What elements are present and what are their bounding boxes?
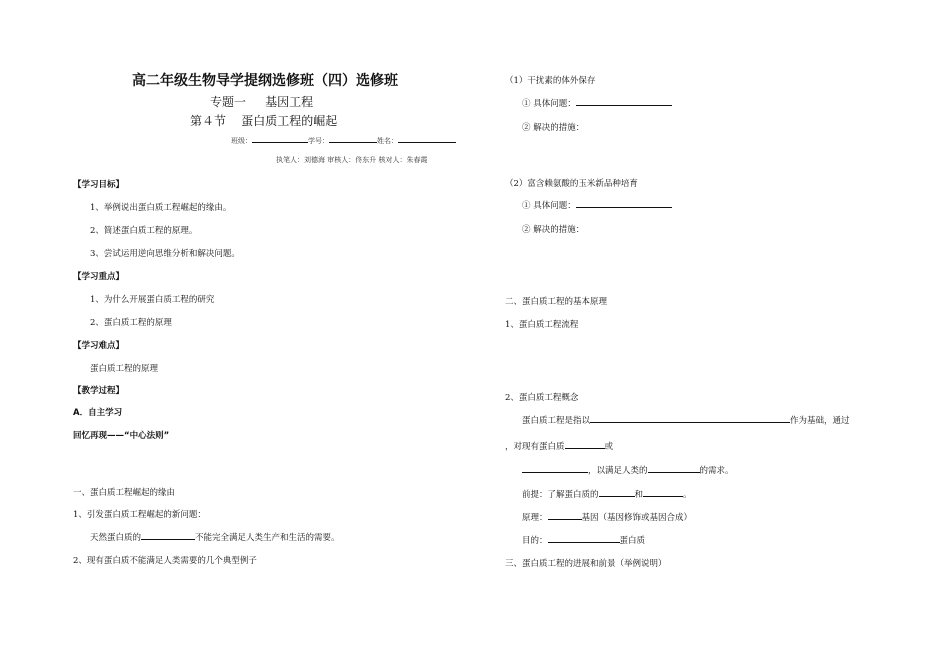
principle-line bbox=[522, 511, 692, 523]
key-item-1: 1、为什么开展蛋白质工程的研究 bbox=[90, 295, 215, 305]
concept-blank-3[interactable] bbox=[522, 464, 588, 473]
goal-item-2: 2、简述蛋白质工程的原理。 bbox=[90, 226, 198, 236]
purpose-text-b: 蛋白质 bbox=[619, 536, 646, 546]
topic-title: 专题一 基因工程 bbox=[210, 95, 314, 109]
example1-heading: （1）干扰素的体外保存 bbox=[505, 76, 596, 86]
principle-text-a: 原理： bbox=[522, 513, 548, 523]
concept-line-3 bbox=[522, 464, 734, 476]
principle-blank[interactable] bbox=[548, 511, 582, 520]
example2-problem-blank[interactable] bbox=[576, 199, 672, 208]
principle-text-b: 基因（基因修饰或基因合成） bbox=[581, 513, 693, 523]
class-field[interactable] bbox=[252, 134, 308, 143]
concept-text-e: ，以满足人类的 bbox=[588, 466, 648, 476]
self-study-heading: A．自主学习 bbox=[73, 408, 123, 418]
key-heading: 【学习重点】 bbox=[73, 272, 125, 282]
example1-problem-blank[interactable] bbox=[576, 97, 672, 106]
premise-text-b: 和 bbox=[634, 490, 644, 500]
premise-text-c: 。 bbox=[683, 490, 692, 500]
premise-blank-1[interactable] bbox=[599, 488, 635, 497]
premise-text-a: 前提：了解蛋白质的 bbox=[522, 490, 599, 500]
page-title: 高二年级生物导学提纲选修班（四）选修班 bbox=[132, 73, 398, 89]
goal-item-1: 1、举例说出蛋白质工程崛起的缘由。 bbox=[90, 203, 232, 213]
purpose-line bbox=[522, 534, 645, 546]
purpose-blank[interactable] bbox=[548, 534, 620, 543]
concept-text-f: 的需求。 bbox=[699, 466, 734, 476]
staff-line: 执笔人：刘德海 审核人：佟东升 核对人：朱春霞 bbox=[276, 156, 428, 164]
concept-blank-4[interactable] bbox=[648, 464, 700, 473]
part1-item-1: 1、引发蛋白质工程崛起的新问题： bbox=[73, 510, 206, 520]
part1-fill-text-a: 天然蛋白质的 bbox=[90, 533, 142, 543]
class-label: 班级： bbox=[231, 137, 252, 145]
student-info-line bbox=[231, 134, 456, 146]
name-field[interactable] bbox=[398, 134, 456, 143]
key-item-2: 2、蛋白质工程的原理 bbox=[90, 318, 172, 328]
part1-blank[interactable] bbox=[141, 531, 195, 540]
concept-text-a: 蛋白质工程是指以 bbox=[522, 416, 591, 426]
difficult-heading: 【学习难点】 bbox=[73, 341, 125, 351]
premise-line bbox=[522, 488, 692, 500]
part1-fill-line bbox=[90, 531, 340, 543]
example2-solution: ② 解决的措施： bbox=[522, 225, 585, 235]
example2-problem bbox=[522, 199, 672, 211]
concept-text-b: 作为基础，通过 bbox=[790, 416, 850, 426]
example1-problem bbox=[522, 97, 672, 109]
concept-blank-1[interactable] bbox=[590, 414, 790, 423]
concept-line-2 bbox=[505, 440, 613, 452]
concept-text-c: ，对现有蛋白质 bbox=[505, 442, 565, 452]
example2-heading: （2）富含赖氨酸的玉米新品种培育 bbox=[505, 179, 638, 189]
process-heading: 【教学过程】 bbox=[73, 386, 125, 396]
part2-item-2: 2、蛋白质工程概念 bbox=[505, 393, 579, 403]
student-id-label: 学号： bbox=[308, 137, 329, 145]
student-id-field[interactable] bbox=[329, 134, 377, 143]
review-heading: 回忆再现——“中心法则” bbox=[73, 431, 170, 441]
part1-heading: 一、蛋白质工程崛起的缘由 bbox=[73, 488, 176, 498]
section-title: 第４节 蛋白质工程的崛起 bbox=[190, 114, 338, 128]
difficult-item: 蛋白质工程的原理 bbox=[90, 364, 159, 374]
part2-item-1: 1、蛋白质工程流程 bbox=[505, 320, 579, 330]
part3-heading: 三、蛋白质工程的进展和前景（举例说明） bbox=[505, 559, 667, 569]
concept-blank-2[interactable] bbox=[565, 440, 605, 449]
purpose-text-a: 目的： bbox=[522, 536, 548, 546]
example1-problem-label: ① 具体问题： bbox=[522, 99, 576, 109]
concept-line-1 bbox=[522, 414, 850, 426]
part2-heading: 二、蛋白质工程的基本原理 bbox=[505, 297, 608, 307]
part1-item-2: 2、现有蛋白质不能满足人类需要的几个典型例子 bbox=[73, 556, 257, 566]
goals-heading: 【学习目标】 bbox=[73, 180, 125, 190]
goal-item-3: 3、尝试运用逆向思维分析和解决问题。 bbox=[90, 249, 240, 259]
name-label: 姓名： bbox=[377, 137, 398, 145]
example2-problem-label: ① 具体问题： bbox=[522, 201, 576, 211]
concept-text-d: 或 bbox=[604, 442, 614, 452]
example1-solution: ② 解决的措施： bbox=[522, 123, 585, 133]
part1-fill-text-b: 不能完全满足人类生产和生活的需要。 bbox=[195, 533, 340, 543]
premise-blank-2[interactable] bbox=[643, 488, 683, 497]
